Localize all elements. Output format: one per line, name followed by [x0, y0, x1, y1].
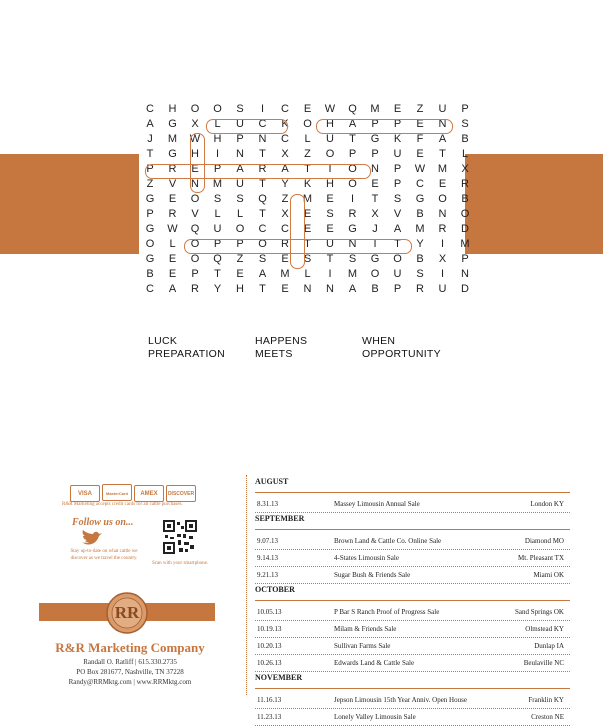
sale-row: [255, 533, 570, 550]
grid-letter: C: [258, 118, 267, 130]
sale-name: Massey Limousin Annual Sale: [334, 500, 420, 508]
grid-letter: J: [372, 223, 378, 235]
logo-text: RR: [114, 603, 140, 622]
grid-letter: A: [438, 133, 447, 145]
sale-schedule: [255, 476, 570, 726]
grid-letter: O: [325, 148, 335, 160]
grid-letter: P: [348, 148, 357, 160]
grid-letter: X: [281, 148, 289, 160]
grid-letter: I: [260, 103, 265, 115]
grid-letter: U: [326, 133, 334, 145]
sale-location: Mt. Pleasant TX: [518, 554, 564, 562]
grid-letter: S: [236, 193, 244, 205]
grid-letter: T: [371, 193, 379, 205]
grid-letter: U: [438, 283, 447, 295]
grid-letter: P: [461, 253, 469, 265]
word-luck: LUCK: [148, 335, 178, 347]
grid-letter: M: [437, 163, 448, 175]
grid-letter: S: [326, 208, 334, 220]
grid-letter: K: [281, 118, 289, 130]
sale-name: Lonely Valley Limousin Sale: [334, 713, 416, 721]
grid-letter: Q: [190, 223, 200, 235]
grid-letter: I: [440, 238, 445, 250]
grid-letter: P: [236, 238, 244, 250]
grid-letter: E: [168, 193, 177, 205]
grid-letter: T: [146, 148, 154, 160]
grid-letter: O: [370, 268, 380, 280]
grid-letter: P: [371, 148, 379, 160]
grid-letter: O: [190, 193, 200, 205]
grid-letter: U: [236, 178, 244, 190]
grid-letter: O: [190, 103, 200, 115]
grid-letter: R: [168, 163, 177, 175]
word-meets: MEETS: [255, 348, 293, 360]
grid-letter: P: [236, 133, 244, 145]
grid-letter: T: [304, 238, 311, 250]
grid-letter: T: [259, 178, 266, 190]
grid-letter: E: [191, 163, 199, 175]
twitter-caption: Stay up-to-date on what cattle we discover as we travel the country.: [70, 549, 138, 561]
grid-letter: N: [236, 148, 244, 160]
sale-name: Edwards Land & Cattle Sale: [334, 659, 415, 667]
grid-letter: Z: [146, 178, 154, 190]
month-heading: AUGUST: [255, 476, 570, 493]
contact-email-web[interactable]: Randy@RRMktg.com | www.RRMktg.com: [68, 678, 192, 686]
grid-letter: G: [415, 193, 425, 205]
sale-name: Brown Land & Cattle Co. Online Sale: [334, 537, 442, 545]
grid-letter: S: [213, 193, 222, 205]
sale-date: 10.19.13: [257, 625, 282, 633]
grid-letter: T: [304, 163, 311, 175]
grid-letter: S: [393, 193, 402, 205]
grid-letter: B: [371, 283, 379, 295]
highlight-preparation: [145, 164, 371, 179]
grid-letter: B: [416, 253, 424, 265]
rr-logo: [106, 592, 148, 639]
grid-letter: E: [168, 268, 177, 280]
sale-row: [255, 496, 570, 513]
grid-letter: U: [236, 118, 244, 130]
sale-date: 8.31.13: [257, 500, 278, 508]
sale-row: [255, 655, 570, 672]
grid-letter: M: [167, 133, 178, 145]
grid-letter: Z: [281, 193, 289, 205]
sale-row: [255, 550, 570, 567]
grid-letter: K: [303, 178, 312, 190]
grid-letter: N: [191, 178, 199, 190]
grid-letter: R: [281, 238, 289, 250]
sale-date: 9.07.13: [257, 537, 278, 545]
grid-letter: I: [373, 238, 377, 250]
grid-letter: H: [213, 133, 222, 145]
grid-letter: X: [371, 208, 379, 220]
grid-letter: B: [461, 193, 469, 205]
grid-letter: C: [258, 223, 267, 235]
highlight-luck: [206, 119, 288, 134]
amex-card-icon: AMEX: [134, 485, 164, 502]
grid-letter: M: [415, 223, 425, 235]
grid-letter: Z: [416, 103, 424, 115]
sale-location: Beulaville NC: [523, 659, 564, 667]
grid-letter: W: [324, 103, 336, 115]
grid-letter: U: [326, 238, 334, 250]
grid-letter: E: [438, 178, 447, 190]
grid-letter: H: [236, 283, 244, 295]
grid-letter: O: [348, 178, 357, 190]
grid-letter: A: [146, 118, 154, 130]
grid-letter: O: [258, 238, 267, 250]
grid-letter: I: [350, 193, 355, 205]
grid-letter: L: [214, 118, 221, 130]
grid-letter: T: [259, 148, 266, 160]
grid-letter: L: [169, 238, 176, 250]
grid-letter: R: [191, 283, 199, 295]
grid-letter: W: [167, 223, 178, 235]
accepts-cards-text: R&R Marketing accepts credit cards for all cattle purchases.: [62, 502, 183, 507]
sale-date: 10.05.13: [257, 608, 282, 616]
grid-letter: O: [145, 238, 155, 250]
grid-letter: M: [347, 268, 358, 280]
highlight-meets: [290, 194, 305, 269]
grid-letter: C: [281, 103, 289, 115]
grid-letter: P: [146, 163, 154, 175]
visa-card-icon: VISA: [70, 485, 100, 502]
grid-letter: I: [328, 268, 332, 280]
grid-letter: N: [303, 283, 312, 295]
grid-letter: N: [438, 208, 447, 220]
grid-letter: E: [326, 193, 334, 205]
grid-letter: Y: [213, 283, 222, 295]
word-list-col2: [255, 335, 307, 361]
grid-letter: C: [281, 133, 289, 145]
grid-letter: V: [168, 178, 177, 190]
grid-letter: A: [348, 118, 357, 130]
grid-letter: N: [461, 268, 469, 280]
grid-letter: H: [326, 118, 334, 130]
follow-us-heading: Follow us on...: [72, 517, 134, 528]
grid-letter: O: [190, 238, 200, 250]
grid-letter: E: [236, 268, 244, 280]
sale-name: P Bar S Ranch Proof of Progress Sale: [334, 608, 440, 616]
sale-location: London KY: [530, 500, 564, 508]
grid-letter: L: [304, 268, 311, 280]
grid-letter: L: [304, 133, 311, 145]
grid-letter: G: [145, 193, 155, 205]
word-search-puzzle: [139, 102, 470, 306]
grid-letter: U: [393, 268, 402, 280]
grid-letter: X: [461, 163, 469, 175]
grid-letter: I: [215, 148, 220, 160]
qr-code-icon[interactable]: [163, 520, 197, 559]
grid-letter: G: [168, 118, 177, 130]
word-when: WHEN: [362, 335, 396, 347]
grid-letter: Q: [348, 103, 357, 115]
sale-location: Dunlap IA: [534, 642, 564, 650]
grid-letter: A: [236, 163, 244, 175]
word-preparation: PREPARATION: [148, 348, 226, 360]
grid-letter: P: [146, 208, 154, 220]
sale-date: 11.23.13: [257, 713, 282, 721]
month-heading: SEPTEMBER: [255, 513, 570, 530]
grid-letter: R: [168, 208, 177, 220]
mastercard-card-icon: MasterCard: [102, 484, 132, 501]
grid-letter: T: [349, 133, 356, 145]
grid-letter: S: [303, 253, 312, 265]
grid-letter: G: [370, 253, 380, 265]
sale-date: 9.21.13: [257, 571, 278, 579]
grid-letter: G: [145, 253, 155, 265]
grid-letter: C: [146, 103, 154, 115]
word-happens: HAPPENS: [255, 335, 308, 347]
schedule-divider: [246, 475, 247, 695]
grid-letter: D: [461, 223, 469, 235]
sale-name: 4-States Limousin Sale: [334, 554, 399, 562]
grid-letter: A: [258, 268, 267, 280]
sale-date: 9.14.13: [257, 554, 278, 562]
sale-location: Miami OK: [533, 571, 564, 579]
grid-letter: S: [236, 103, 244, 115]
grid-letter: C: [416, 178, 424, 190]
grid-letter: O: [460, 208, 470, 220]
grid-letter: R: [348, 208, 357, 220]
highlight-opportunity: [184, 239, 412, 254]
grid-letter: O: [213, 103, 222, 115]
grid-letter: E: [326, 223, 334, 235]
grid-letter: U: [438, 103, 447, 115]
grid-letter: O: [393, 253, 402, 265]
grid-letter: T: [259, 283, 266, 295]
grid-letter: Q: [213, 253, 222, 265]
grid-letter: M: [370, 103, 380, 115]
grid-letter: Y: [281, 178, 289, 190]
grid-letter: D: [461, 283, 469, 295]
grid-letter: G: [168, 148, 177, 160]
grid-letter: P: [461, 103, 469, 115]
grid-letter: N: [348, 238, 357, 250]
contact-name-phone: Randall O. Ratliff | 615.330.2735: [83, 658, 177, 666]
grid-letter: A: [168, 283, 177, 295]
grid-letter: R: [461, 178, 469, 190]
grid-letter: E: [416, 118, 424, 130]
word-list-col3: [362, 335, 441, 361]
word-opportunity: OPPORTUNITY: [362, 348, 441, 360]
grid-letter: B: [461, 133, 469, 145]
grid-letter: T: [439, 148, 446, 160]
grid-letter: E: [393, 103, 402, 115]
grid-letter: W: [189, 133, 201, 145]
grid-letter: L: [236, 208, 244, 220]
sale-name: Jepson Limousin 15th Year Anniv. Open House: [334, 696, 467, 704]
grid-letter: P: [213, 238, 222, 250]
grid-letter: X: [281, 208, 289, 220]
grid-letter: K: [393, 133, 402, 145]
grid-letter: E: [371, 178, 379, 190]
grid-letter: Z: [236, 253, 244, 265]
sale-location: Franklin KY: [528, 696, 564, 704]
sale-row: [255, 709, 570, 726]
grid-letter: T: [259, 208, 266, 220]
sale-name: Milam & Friends Sale: [334, 625, 397, 633]
grid-letter: A: [281, 163, 289, 175]
sale-row: [255, 604, 570, 621]
grid-letter: N: [326, 283, 334, 295]
grid-letter: M: [280, 268, 290, 280]
sale-name: Sullivan Farms Sale: [334, 642, 391, 650]
grid-letter: E: [303, 208, 312, 220]
grid-letter: I: [328, 163, 332, 175]
credit-card-icons: [70, 482, 198, 502]
sale-name: Sugar Bush & Friends Sale: [334, 571, 411, 579]
grid-letter: P: [393, 163, 402, 175]
grid-letter: I: [440, 268, 445, 280]
grid-letter: V: [191, 208, 199, 220]
grid-letter: C: [281, 223, 289, 235]
grid-letter: M: [302, 193, 313, 205]
grid-letter: T: [394, 238, 401, 250]
sale-location: Olmstead KY: [525, 625, 564, 633]
grid-letter: X: [191, 118, 199, 130]
grid-letter: Z: [304, 148, 311, 160]
grid-letter: P: [393, 283, 402, 295]
grid-letter: M: [212, 178, 223, 190]
grid-letter: S: [416, 268, 424, 280]
grid-letter: C: [146, 283, 154, 295]
grid-letter: N: [258, 133, 267, 145]
grid-letter: G: [145, 223, 155, 235]
grid-letter: N: [438, 118, 447, 130]
month-heading: OCTOBER: [255, 584, 570, 601]
sale-location: Sand Springs OK: [514, 608, 564, 616]
grid-letter: P: [393, 178, 402, 190]
grid-letter: H: [326, 178, 334, 190]
contact-address: PO Box 281677, Nashville, TN 37228: [76, 668, 184, 676]
grid-letter: L: [461, 148, 469, 160]
grid-letter: E: [168, 253, 177, 265]
grid-letter: E: [416, 148, 424, 160]
grid-letter: T: [214, 268, 221, 280]
grid-letter: E: [281, 283, 289, 295]
sale-row: [255, 567, 570, 584]
word-list-col1: [148, 335, 225, 361]
grid-letter: U: [393, 148, 402, 160]
grid-letter: M: [460, 238, 470, 250]
grid-letter: O: [235, 223, 245, 235]
grid-letter: W: [414, 163, 426, 175]
sale-location: Creston NE: [531, 713, 564, 721]
grid-letter: V: [393, 208, 402, 220]
grid-letter: A: [348, 283, 357, 295]
discover-card-icon: DISCOVER: [166, 485, 196, 502]
grid-letter: S: [348, 253, 357, 265]
highlight-happens: [316, 119, 453, 134]
sale-date: 11.16.13: [257, 696, 282, 704]
grid-letter: R: [416, 283, 424, 295]
grid-letter: E: [281, 253, 289, 265]
grid-letter: O: [348, 163, 357, 175]
grid-letter: P: [371, 118, 379, 130]
grid-letter: G: [348, 223, 357, 235]
grid-letter: U: [213, 223, 222, 235]
grid-letter: T: [326, 253, 334, 265]
grid-letter: O: [438, 193, 447, 205]
grid-letter: F: [416, 133, 424, 145]
sale-date: 10.20.13: [257, 642, 282, 650]
grid-letter: X: [438, 253, 447, 265]
grid-letter: N: [371, 163, 379, 175]
grid-letter: A: [393, 223, 402, 235]
scan-caption: Scan with your smartphone.: [151, 561, 209, 566]
grid-letter: S: [461, 118, 469, 130]
sale-row: [255, 638, 570, 655]
grid-letter: Y: [416, 238, 424, 250]
grid-letter: H: [191, 148, 199, 160]
grid-letter: B: [146, 268, 154, 280]
grid-letter: R: [438, 223, 447, 235]
highlight-when: [190, 133, 205, 193]
grid-letter: L: [214, 208, 221, 220]
sale-location: Diamond MO: [524, 537, 564, 545]
grid-letter: S: [258, 253, 267, 265]
grid-letter: E: [303, 223, 312, 235]
grid-letter: P: [191, 268, 199, 280]
grid-letter: R: [258, 163, 267, 175]
month-heading: NOVEMBER: [255, 672, 570, 689]
grid-letter: Q: [258, 193, 267, 205]
grid-letter: P: [213, 163, 222, 175]
sale-row: [255, 621, 570, 638]
grid-letter: O: [303, 118, 312, 130]
company-name: R&R Marketing Company: [55, 640, 205, 655]
grid-letter: J: [147, 133, 153, 145]
grid-letter: B: [416, 208, 424, 220]
grid-letter: G: [370, 133, 380, 145]
grid-letter: O: [190, 253, 200, 265]
grid-letter: E: [303, 103, 312, 115]
sale-date: 10.26.13: [257, 659, 282, 667]
grid-letter: H: [168, 103, 177, 115]
grid-letter: P: [393, 118, 402, 130]
